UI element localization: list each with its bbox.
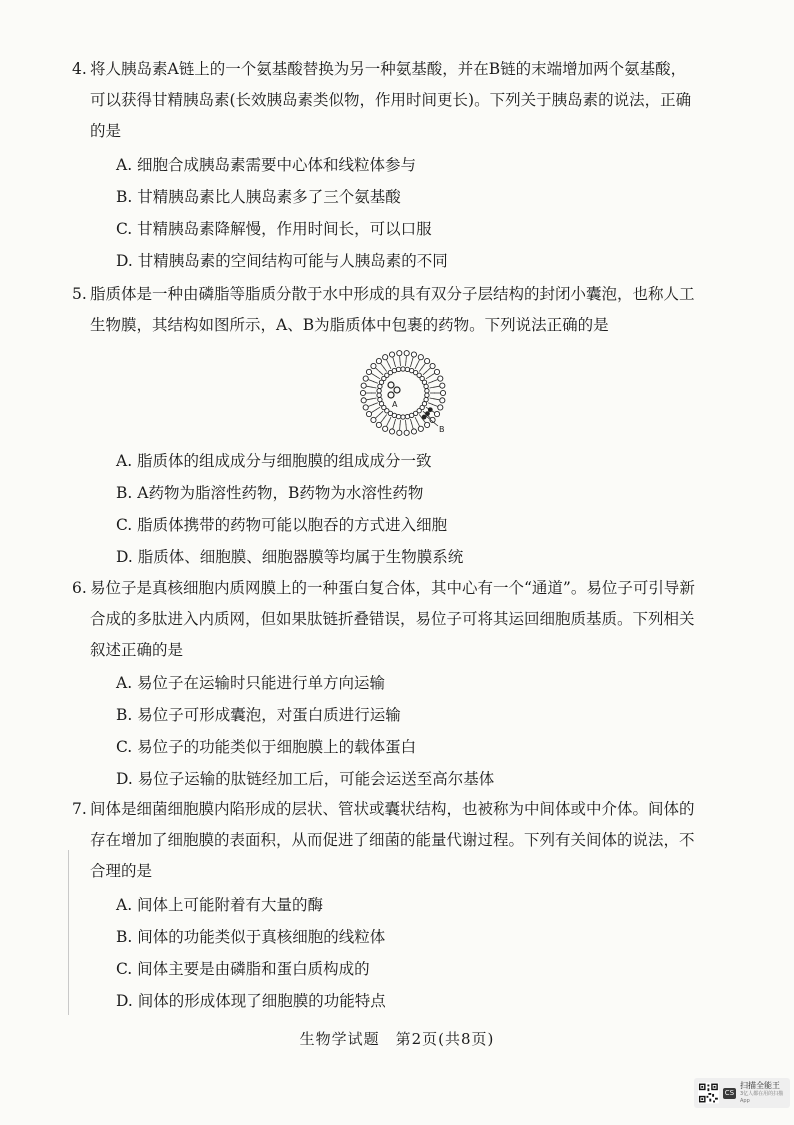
- lipid-head-outer: [376, 358, 381, 363]
- question-stem: [72, 794, 695, 887]
- option-b: B. A药物为脂溶性药物，B药物为水溶性药物: [116, 484, 424, 502]
- question-stem: [72, 279, 695, 341]
- camscanner-logo: CS: [724, 1088, 735, 1097]
- lipid-tail: [379, 411, 383, 414]
- phospholipid-bilayer: [360, 351, 445, 436]
- lipid-tail: [430, 387, 435, 388]
- question-7: [72, 794, 695, 887]
- lipid-tail: [430, 398, 435, 399]
- lipid-head-inner: [377, 393, 381, 397]
- lipid-head-outer: [418, 426, 423, 431]
- lipid-head-outer: [440, 390, 445, 395]
- lipid-tail: [428, 403, 433, 405]
- lipid-head-outer: [440, 398, 445, 403]
- lipid-head-outer: [361, 383, 366, 388]
- option-a: A. 细胞合成胰岛素需要中心体和线粒体参与: [116, 156, 417, 174]
- question-4: [72, 54, 692, 147]
- label-a: A: [392, 400, 398, 409]
- lipid-tail: [373, 381, 378, 383]
- lipid-head-inner: [401, 415, 405, 419]
- lipid-tail: [379, 371, 383, 374]
- liposome-figure: [350, 350, 460, 440]
- option-a: A. 易位子在运输时只能进行单方向运输: [116, 674, 386, 692]
- option-c: C. 易位子的功能类似于细胞膜上的载体蛋白: [116, 738, 417, 756]
- lipid-head-outer: [425, 358, 430, 363]
- option-d: D. 易位子运输的肽链经加工后，可能会运送至高尔基体: [116, 770, 495, 788]
- question-number: 5.: [72, 285, 87, 303]
- lipid-tail: [410, 419, 411, 424]
- lipid-tail: [376, 407, 380, 410]
- lipid-tail: [415, 364, 417, 368]
- lipid-tail: [410, 362, 411, 367]
- lipid-head-outer: [418, 355, 423, 360]
- drug-b-particle: [425, 411, 430, 416]
- drug-b-particle: [428, 407, 433, 412]
- stem-line: 易位子是真核细胞内质网膜上的一种蛋白复合体，其中心有一个“通道”。易位子可引导新: [90, 579, 695, 597]
- lipid-head-inner: [377, 389, 381, 393]
- stem-line: 生物膜，其结构如图所示，A、B为脂质体中包裹的药物。下列说法正确的是: [90, 316, 609, 334]
- lipid-head-outer: [438, 376, 443, 381]
- stem-line: 将人胰岛素A链上的一个氨基酸替换为另一种氨基酸，并在B链的末端增加两个氨基酸，: [90, 60, 687, 78]
- option-a: A. 脂质体的组成成分与细胞膜的组成成分一致: [116, 452, 432, 470]
- lipid-tail: [384, 367, 387, 371]
- stem-line: 合理的是: [90, 862, 153, 880]
- lipid-head-outer: [397, 430, 402, 435]
- stem-line: 存在增加了细胞膜的表面积，从而促进了细菌的能量代谢过程。下列有关间体的说法，不: [90, 831, 695, 849]
- lipid-head-outer: [371, 417, 376, 422]
- lipid-tail: [394, 362, 395, 367]
- lipid-tail: [389, 364, 391, 368]
- lipid-head-inner: [396, 414, 400, 418]
- lipid-head-outer: [440, 383, 445, 388]
- lipid-head-outer: [389, 352, 394, 357]
- watermark-subtitle: 3亿人都在用的扫描App: [740, 1091, 784, 1104]
- drug-b-particle: [422, 415, 427, 420]
- question-number: 4.: [72, 60, 87, 78]
- option-c: C. 间体主要是由磷脂和蛋白质构成的: [116, 960, 370, 978]
- stem-line: 合成的多肽进入内质网，但如果肽链折叠错误，易位子可将其运回细胞质基质。下列相关: [90, 610, 695, 628]
- question-number: 7.: [72, 800, 87, 818]
- lipid-head-inner: [396, 367, 400, 371]
- option-b: B. 甘精胰岛素比人胰岛素多了三个氨基酸: [116, 188, 401, 206]
- scanner-watermark: [694, 1078, 790, 1108]
- option-c: C. 甘精胰岛素降解慢，作用时间长，可以口服: [116, 220, 432, 238]
- drug-a-particles: [388, 382, 400, 398]
- lipid-head-inner: [378, 397, 382, 401]
- stem-line: 间体是细菌细胞膜内陷形成的层状、管状或囊状结构，也被称为中间体或中介体。间体的: [90, 800, 695, 818]
- option-d: D. 脂质体、细胞膜、细胞器膜等均属于生物膜系统: [116, 548, 464, 566]
- lipid-tail: [376, 376, 380, 379]
- lipid-tail: [428, 381, 433, 383]
- lipid-head-outer: [360, 390, 365, 395]
- lipid-head-inner: [425, 393, 429, 397]
- lipid-head-inner: [401, 367, 405, 371]
- lipid-head-outer: [366, 411, 371, 416]
- lipid-head-outer: [404, 351, 409, 356]
- lipid-tail: [394, 419, 395, 424]
- lipid-head-outer: [434, 411, 439, 416]
- lipid-head-outer: [430, 363, 435, 368]
- lipid-head-outer: [363, 405, 368, 410]
- lipid-head-outer: [438, 405, 443, 410]
- stem-line: 可以获得甘精胰岛素(长效胰岛素类似物，作用时间更长)。下列关于胰岛素的说法，正确: [90, 91, 692, 109]
- page-footer: 生物学试题 第2页(共8页): [299, 1030, 495, 1048]
- lipid-tail: [426, 376, 430, 379]
- question-stem: [72, 54, 692, 147]
- lipid-tail: [389, 417, 391, 421]
- margin-rule: [68, 850, 69, 1015]
- lipid-tail: [373, 403, 378, 405]
- lipid-head-inner: [425, 389, 429, 393]
- option-c: C. 脂质体携带的药物可能以胞吞的方式进入细胞: [116, 516, 448, 534]
- lipid-head-outer: [411, 429, 416, 434]
- lipid-head-outer: [383, 355, 388, 360]
- question-number: 6.: [72, 579, 87, 597]
- lipid-head-outer: [404, 430, 409, 435]
- option-b: B. 易位子可形成囊泡，对蛋白质进行运输: [116, 706, 401, 724]
- lipid-head-outer: [383, 426, 388, 431]
- option-a: A. 间体上可能附着有大量的酶: [116, 896, 324, 914]
- stem-line: 脂质体是一种由磷脂等脂质分散于水中形成的具有双分子层结构的封闭小囊泡，也称人工: [90, 285, 695, 303]
- lipid-head-inner: [405, 367, 409, 371]
- option-b: B. 间体的功能类似于真核细胞的线粒体: [116, 928, 386, 946]
- lipid-head-outer: [363, 376, 368, 381]
- lipid-head-outer: [434, 369, 439, 374]
- label-b: B: [439, 425, 445, 434]
- lipid-tail: [372, 387, 377, 388]
- lipid-tail: [415, 417, 417, 421]
- question-stem: [72, 573, 695, 666]
- option-d: D. 间体的形成体现了细胞膜的功能特点: [116, 992, 386, 1010]
- lipid-head-outer: [376, 422, 381, 427]
- lipid-head-outer: [361, 398, 366, 403]
- option-d: D. 甘精胰岛素的空间结构可能与人胰岛素的不同: [116, 252, 448, 270]
- lipid-head-inner: [392, 368, 396, 372]
- lipid-head-outer: [411, 352, 416, 357]
- question-6: [72, 573, 695, 666]
- lipid-head-inner: [424, 384, 428, 388]
- qr-code-icon: [698, 1082, 719, 1104]
- lipid-head-inner: [409, 413, 413, 417]
- lipid-head-inner: [405, 414, 409, 418]
- question-5: [72, 279, 695, 341]
- lipid-head-outer: [397, 351, 402, 356]
- lipid-head-outer: [389, 429, 394, 434]
- lipid-tail: [419, 367, 422, 371]
- stem-line: 的是: [90, 122, 122, 140]
- lipid-tail: [372, 398, 377, 399]
- lipid-head-outer: [425, 422, 430, 427]
- lipid-tail: [423, 371, 427, 374]
- lipid-head-outer: [366, 369, 371, 374]
- stem-line: 叙述正确的是: [90, 641, 184, 659]
- lipid-tail: [384, 415, 387, 419]
- watermark-title: 扫描全能王: [740, 1081, 780, 1090]
- lipid-head-outer: [371, 363, 376, 368]
